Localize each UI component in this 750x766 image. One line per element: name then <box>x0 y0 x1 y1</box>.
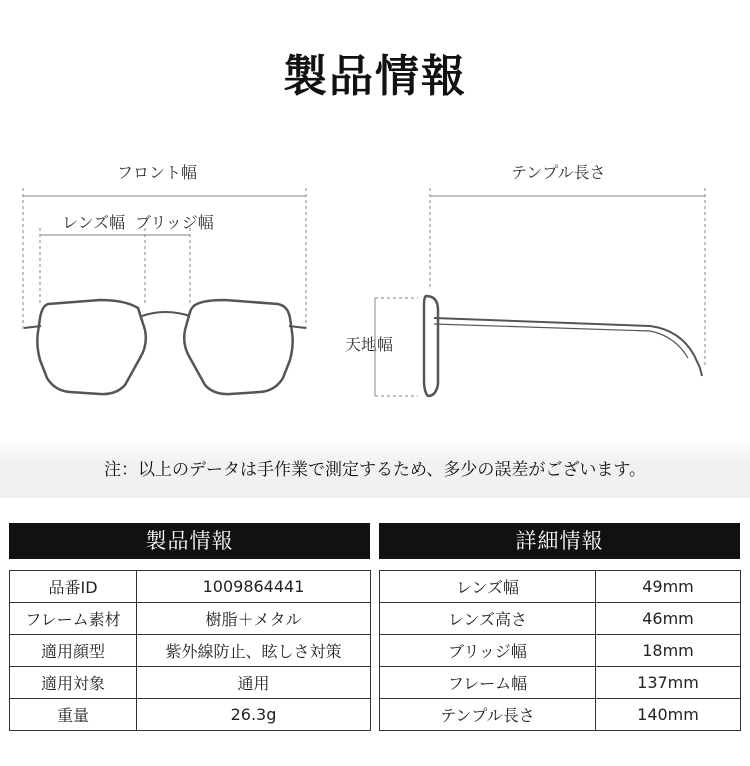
table-row <box>380 635 741 667</box>
bridge-width-label: ブリッジ幅 <box>135 213 214 232</box>
bridge <box>142 312 190 316</box>
glasses-front-view <box>24 300 306 394</box>
temple-arm-inner <box>434 324 688 358</box>
temple-length-dimension <box>430 188 705 365</box>
detail-info-label: ブリッジ幅 <box>380 635 596 667</box>
table-row <box>380 699 741 731</box>
product-info-header: 製品情報 <box>9 523 370 559</box>
table-row <box>380 603 741 635</box>
glasses-side-view <box>424 296 702 396</box>
detail-info-label: レンズ幅 <box>380 571 596 603</box>
product-info-value: 紫外線防止、眩しさ対策 <box>137 635 371 667</box>
detail-info-label: フレーム幅 <box>380 667 596 699</box>
height-label: 天地幅 <box>345 335 394 354</box>
detail-info-value: 49mm <box>596 571 741 603</box>
detail-info-label: テンプル長さ <box>380 699 596 731</box>
product-info-value: 26.3g <box>137 699 371 731</box>
table-row <box>10 635 371 667</box>
product-info-label: 品番ID <box>10 571 137 603</box>
table-row <box>10 571 371 603</box>
product-info-label: 適用対象 <box>10 667 137 699</box>
detail-info-table <box>379 570 741 731</box>
lens-width-label: レンズ幅 <box>62 213 126 232</box>
detail-info-value: 137mm <box>596 667 741 699</box>
table-row <box>10 699 371 731</box>
product-info-value: 樹脂＋メタル <box>137 603 371 635</box>
product-info-value: 通用 <box>137 667 371 699</box>
table-row <box>10 667 371 699</box>
detail-info-label: レンズ高さ <box>380 603 596 635</box>
detail-info-value: 140mm <box>596 699 741 731</box>
product-info-label: 適用顔型 <box>10 635 137 667</box>
front-width-label: フロント幅 <box>117 163 198 182</box>
product-info-label: フレーム素材 <box>10 603 137 635</box>
table-row <box>380 571 741 603</box>
side-lens-profile <box>424 296 438 396</box>
table-row <box>10 603 371 635</box>
left-lens-frame <box>37 300 145 394</box>
page-title: 製品情報 <box>283 51 467 102</box>
temple-length-label: テンプル長さ <box>511 163 606 182</box>
lens-bridge-dimension <box>40 228 190 305</box>
front-width-dimension <box>23 188 306 330</box>
right-lens-frame <box>184 300 292 394</box>
product-info-label: 重量 <box>10 699 137 731</box>
table-row <box>380 667 741 699</box>
product-info-value: 1009864441 <box>137 571 371 603</box>
product-info-table <box>9 570 371 731</box>
measurement-note: 注：以上のデータは手作業で測定するため、多少の誤差がございます。 <box>104 460 646 480</box>
height-dimension <box>375 298 418 396</box>
detail-info-header: 詳細情報 <box>379 523 740 559</box>
detail-info-value: 46mm <box>596 603 741 635</box>
detail-info-value: 18mm <box>596 635 741 667</box>
temple-arm <box>434 318 702 376</box>
